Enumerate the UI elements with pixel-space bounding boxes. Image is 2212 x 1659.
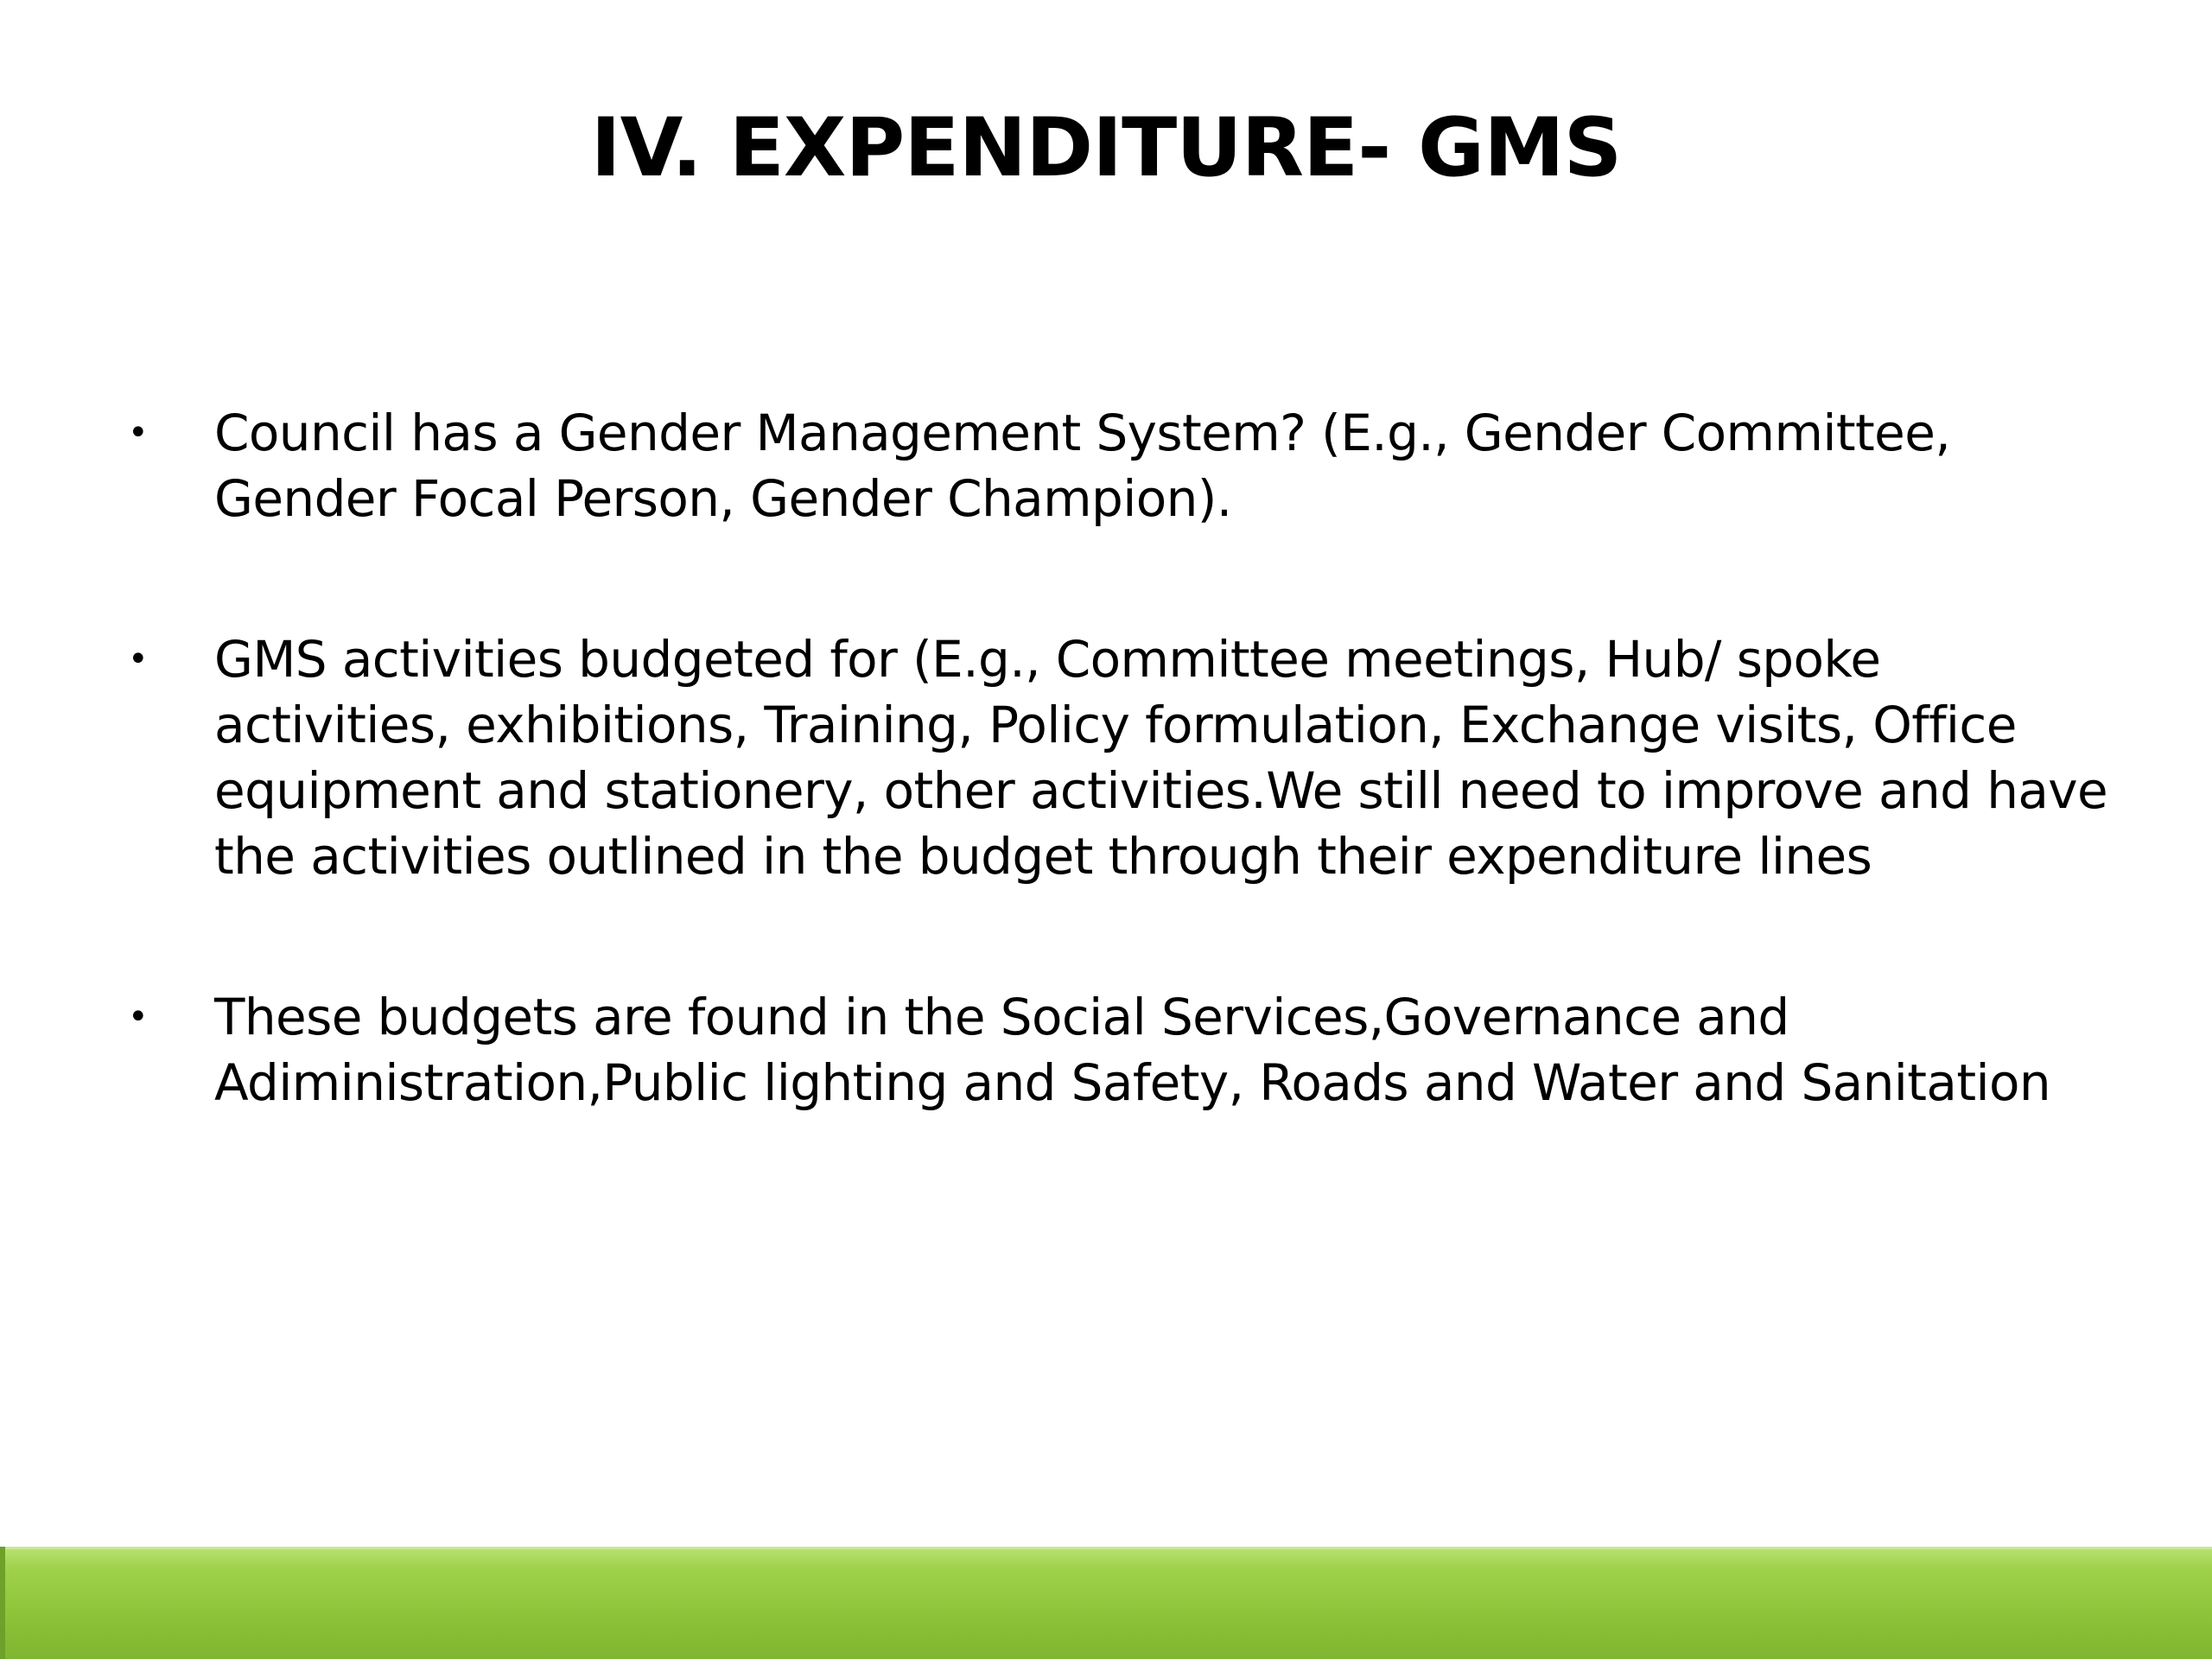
bullet-text: GMS activities budgeted for (E.g., Committee meetings, Hub/ spoke activities, exhibitions, Training, Policy formulation, Exchange visits, Office equipment and stationery, other activities.We still need to improve and have the activities outlined in the budget through their expenditure lines [214,630,2108,886]
bullet-dot-icon: • [128,413,149,453]
bullet-text: Council has a Gender Management System? (E.g., Gender Committee, Gender Focal Person, Gender Champion). [214,404,1951,528]
footer-bar-edge [0,1547,5,1659]
bullet-dot-icon: • [128,639,149,679]
bullet-dot-icon: • [128,997,149,1037]
bullet-text: These budgets are found in the Social Services,Governance and Adiministration,Public lighting and Safety, Roads and Water and Sanitation [214,988,2051,1112]
footer-bar [0,1547,2212,1659]
slide-title: IV. EXPENDITURE- GMS [590,101,1622,195]
